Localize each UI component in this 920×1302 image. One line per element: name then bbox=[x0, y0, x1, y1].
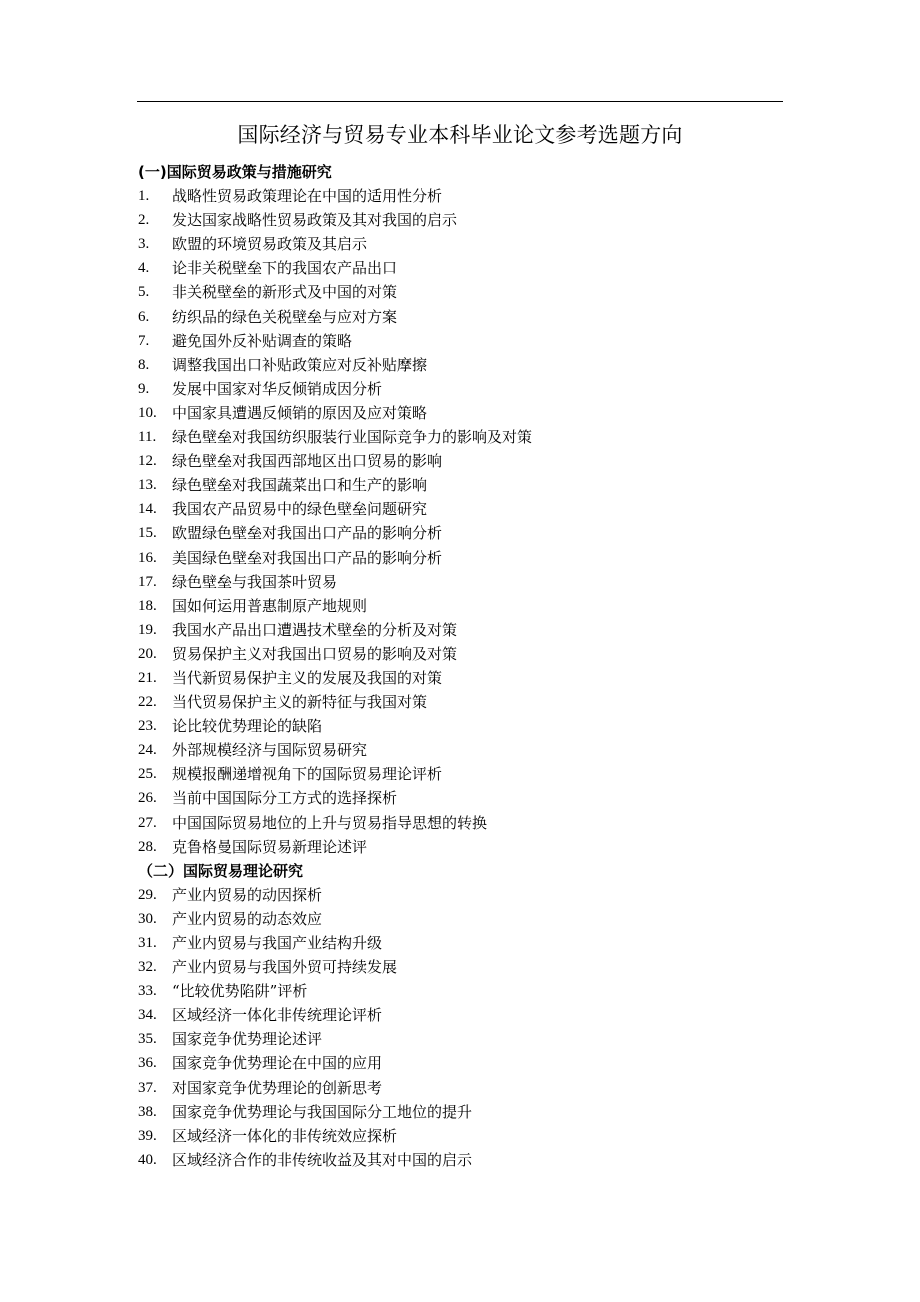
list-item bbox=[138, 570, 798, 594]
list-item bbox=[138, 546, 798, 570]
list-item-text: 绿色壁垒对我国蔬菜出口和生产的影响 bbox=[172, 476, 428, 495]
list-item-text: 绿色壁垒对我国西部地区出口贸易的影响 bbox=[172, 452, 443, 471]
list-item-number: 24. bbox=[138, 742, 157, 759]
list-item-number: 12. bbox=[138, 453, 157, 470]
list-item-number: 19. bbox=[138, 621, 157, 638]
list-item-number: 39. bbox=[138, 1127, 157, 1144]
list-item-number: 26. bbox=[138, 790, 157, 807]
list-item-number: 32. bbox=[138, 959, 157, 976]
list-item-text: 中国家具遭遇反倾销的原因及应对策略 bbox=[172, 403, 428, 422]
list-item-text: 当代新贸易保护主义的发展及我国的对策 bbox=[172, 668, 443, 687]
list-item bbox=[138, 931, 798, 955]
list-item-text: 中国国际贸易地位的上升与贸易指导思想的转换 bbox=[172, 813, 488, 832]
list-item-number: 5. bbox=[138, 284, 150, 301]
list-item bbox=[138, 979, 798, 1003]
list-item bbox=[138, 256, 798, 280]
list-item-text: 欧盟绿色壁垒对我国出口产品的影响分析 bbox=[172, 524, 443, 543]
document-title: 国际经济与贸易专业本科毕业论文参考选题方向 bbox=[237, 123, 683, 147]
topic-list-policy bbox=[138, 184, 798, 859]
list-item-text: 对国家竞争优势理论的创新思考 bbox=[172, 1078, 383, 1097]
list-item-number: 10. bbox=[138, 404, 157, 421]
list-item-number: 28. bbox=[138, 838, 157, 855]
list-item-text: 非关税壁垒的新形式及中国的对策 bbox=[172, 283, 398, 302]
list-item-number: 29. bbox=[138, 886, 157, 903]
list-item bbox=[138, 497, 798, 521]
list-item bbox=[138, 594, 798, 618]
list-item-text: 区域经济一体化的非传统效应探析 bbox=[172, 1126, 398, 1145]
list-item bbox=[138, 786, 798, 810]
list-item-number: 4. bbox=[138, 260, 150, 277]
list-item-number: 3. bbox=[138, 236, 150, 253]
list-item-text: 当代贸易保护主义的新特征与我国对策 bbox=[172, 693, 428, 712]
list-item-text: 战略性贸易政策理论在中国的适用性分析 bbox=[172, 187, 443, 206]
list-item-text: 贸易保护主义对我国出口贸易的影响及对策 bbox=[172, 644, 458, 663]
list-item-number: 15. bbox=[138, 525, 157, 542]
list-item-text: 国家竞争优势理论与我国国际分工地位的提升 bbox=[172, 1102, 473, 1121]
list-item-text: 论比较优势理论的缺陷 bbox=[172, 717, 323, 736]
list-item-text: 美国绿色壁垒对我国出口产品的影响分析 bbox=[172, 548, 443, 567]
list-item bbox=[138, 1027, 798, 1051]
list-item-number: 25. bbox=[138, 766, 157, 783]
list-item-text: 产业内贸易的动态效应 bbox=[172, 909, 323, 928]
list-item bbox=[138, 1051, 798, 1075]
list-item bbox=[138, 690, 798, 714]
list-item-text: 发展中国家对华反倾销成因分析 bbox=[172, 379, 383, 398]
list-item-text: 产业内贸易与我国产业结构升级 bbox=[172, 934, 383, 952]
list-item-text: 论非关税壁垒下的我国农产品出口 bbox=[172, 259, 398, 278]
list-item bbox=[138, 401, 798, 425]
list-item-number: 16. bbox=[138, 549, 157, 566]
list-item bbox=[138, 473, 798, 497]
list-item-text: 克鲁格曼国际贸易新理论述评 bbox=[172, 837, 368, 856]
list-item-text: 当前中国国际分工方式的选择探析 bbox=[172, 789, 398, 808]
list-item-text: 我国农产品贸易中的绿色壁垒问题研究 bbox=[172, 500, 428, 519]
list-item-text: 产业内贸易的动因探析 bbox=[172, 885, 323, 904]
list-item bbox=[138, 642, 798, 666]
list-item-text: 我国水产品出口遭遇技术壁垒的分析及对策 bbox=[172, 620, 458, 639]
list-item-number: 9. bbox=[138, 380, 150, 397]
list-item-text: 避免国外反补贴调查的策略 bbox=[172, 331, 353, 350]
list-item-number: 20. bbox=[138, 645, 157, 662]
list-item bbox=[138, 184, 798, 208]
list-item bbox=[138, 377, 798, 401]
list-item-number: 13. bbox=[138, 477, 157, 494]
list-item-number: 1. bbox=[138, 188, 150, 205]
list-item-text: “比较优势陷阱”评析 bbox=[172, 982, 308, 1001]
header-rule bbox=[137, 101, 783, 102]
list-item-number: 7. bbox=[138, 332, 150, 349]
list-item bbox=[138, 714, 798, 738]
list-item-text: 区域经济合作的非传统收益及其对中国的启示 bbox=[172, 1150, 473, 1169]
section-heading-theory: （二）国际贸易理论研究 bbox=[138, 861, 304, 880]
list-item-number: 17. bbox=[138, 573, 157, 590]
list-item-text: 外部规模经济与国际贸易研究 bbox=[172, 741, 368, 760]
list-item bbox=[138, 232, 798, 256]
list-item bbox=[138, 883, 798, 907]
list-item bbox=[138, 907, 798, 931]
list-item bbox=[138, 1148, 798, 1172]
list-item-number: 37. bbox=[138, 1079, 157, 1096]
list-item-number: 14. bbox=[138, 501, 157, 518]
list-item-number: 22. bbox=[138, 694, 157, 711]
list-item bbox=[138, 1003, 798, 1027]
list-item bbox=[138, 208, 798, 232]
list-item bbox=[138, 305, 798, 329]
list-item-number: 30. bbox=[138, 910, 157, 927]
list-item bbox=[138, 738, 798, 762]
list-item bbox=[138, 811, 798, 835]
list-item bbox=[138, 835, 798, 859]
list-item-text: 国家竞争优势理论述评 bbox=[172, 1030, 323, 1049]
list-item bbox=[138, 280, 798, 304]
list-item-text: 纺织品的绿色关税壁垒与应对方案 bbox=[172, 307, 398, 326]
list-item-text: 规模报酬递增视角下的国际贸易理论评析 bbox=[172, 765, 443, 784]
document-body bbox=[138, 160, 798, 1172]
list-item-number: 31. bbox=[138, 935, 157, 951]
list-item bbox=[138, 666, 798, 690]
topic-list-theory bbox=[138, 883, 798, 1172]
list-item-number: 2. bbox=[138, 212, 150, 229]
list-item-text: 绿色壁垒与我国茶叶贸易 bbox=[172, 572, 338, 591]
list-item-number: 23. bbox=[138, 718, 157, 735]
list-item bbox=[138, 1124, 798, 1148]
list-item-text: 发达国家战略性贸易政策及其对我国的启示 bbox=[172, 211, 458, 230]
list-item bbox=[138, 521, 798, 545]
list-item-number: 36. bbox=[138, 1055, 157, 1072]
list-item bbox=[138, 329, 798, 353]
list-item-text: 国如何运用普惠制原产地规则 bbox=[172, 596, 368, 615]
list-item bbox=[138, 353, 798, 377]
section-heading-policy: (一)国际贸易政策与措施研究 bbox=[138, 163, 332, 181]
list-item-number: 38. bbox=[138, 1103, 157, 1120]
list-item-text: 产业内贸易与我国外贸可持续发展 bbox=[172, 958, 398, 977]
list-item-number: 18. bbox=[138, 597, 157, 614]
list-item-number: 33. bbox=[138, 983, 157, 1000]
list-item-number: 8. bbox=[138, 356, 150, 373]
list-item bbox=[138, 1100, 798, 1124]
list-item-text: 调整我国出口补贴政策应对反补贴摩擦 bbox=[172, 355, 428, 374]
list-item-number: 27. bbox=[138, 814, 157, 831]
list-item-number: 6. bbox=[138, 308, 150, 325]
list-item bbox=[138, 425, 798, 449]
list-item-number: 40. bbox=[138, 1151, 157, 1168]
list-item bbox=[138, 449, 798, 473]
list-item-text: 绿色壁垒对我国纺织服装行业国际竞争力的影响及对策 bbox=[172, 428, 533, 447]
list-item-text: 欧盟的环境贸易政策及其启示 bbox=[172, 235, 368, 254]
list-item-number: 21. bbox=[138, 669, 157, 686]
list-item-number: 35. bbox=[138, 1031, 157, 1048]
list-item bbox=[138, 1076, 798, 1100]
list-item-text: 国家竞争优势理论在中国的应用 bbox=[172, 1054, 383, 1073]
list-item bbox=[138, 955, 798, 979]
list-item-number: 11. bbox=[138, 429, 157, 446]
list-item bbox=[138, 618, 798, 642]
list-item-text: 区域经济一体化非传统理论评析 bbox=[172, 1006, 383, 1025]
list-item-number: 34. bbox=[138, 1007, 157, 1024]
list-item bbox=[138, 762, 798, 786]
